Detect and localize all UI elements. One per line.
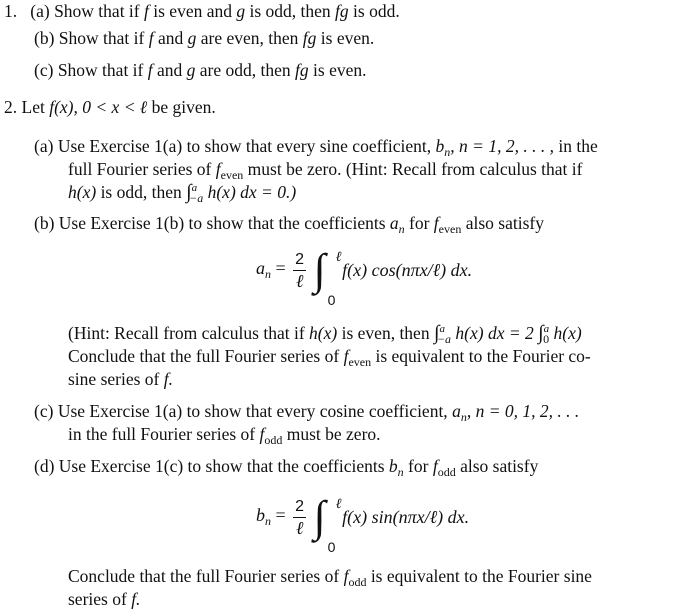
- math: g: [187, 28, 197, 48]
- problem-number: 1.: [4, 1, 18, 21]
- math-sub: 0: [543, 332, 550, 346]
- text: full Fourier series of: [68, 159, 212, 179]
- math: a: [452, 401, 461, 421]
- text: Use Exercise 1(b) to show that the coefficients: [58, 213, 386, 233]
- problem-2-d-line-1: [34, 455, 538, 479]
- math: f: [215, 159, 221, 179]
- text: Use Exercise 1(c) to show that the coefficients: [58, 456, 385, 476]
- math: f: [343, 566, 349, 586]
- text: Use Exercise 1(a) to show that every cosine coefficient,: [57, 401, 448, 421]
- math-sup: a: [543, 323, 550, 335]
- math: b: [435, 136, 445, 156]
- text: also satisfy: [460, 456, 539, 476]
- fraction: [293, 497, 306, 538]
- math: a: [256, 258, 265, 279]
- text: be given.: [151, 97, 216, 117]
- text: also satisfy: [465, 213, 544, 233]
- math: fg: [335, 1, 349, 21]
- problem-2-a-line-3: [68, 181, 296, 206]
- math: g: [186, 60, 196, 80]
- math: , n = 0, 1, 2, . . .: [466, 401, 580, 421]
- text: is equivalent to the Fourier co-: [375, 346, 591, 366]
- math-sub: n: [460, 410, 467, 424]
- math-sup: a: [439, 323, 445, 335]
- problem-2-b-hint-3: [68, 368, 173, 390]
- integral-sign: ∫: [186, 181, 192, 203]
- problem-2-a-line-1: [34, 135, 598, 159]
- math: h(x) dx = 2: [455, 323, 534, 343]
- text: sine series of: [68, 369, 160, 389]
- equation-an: [256, 245, 473, 308]
- text: are odd, then: [199, 60, 291, 80]
- math: f: [148, 28, 154, 48]
- equals: =: [275, 505, 286, 526]
- text: Show that if: [57, 60, 144, 80]
- lower-limit: 0: [327, 292, 336, 308]
- problem-1-b: [34, 27, 374, 49]
- text: Conclude that the full Fourier series of: [68, 566, 340, 586]
- math-sub: n: [397, 465, 404, 479]
- text: is odd, then: [100, 182, 182, 202]
- text: is even, then: [341, 323, 430, 343]
- fraction: [293, 250, 306, 291]
- integral-sign: ∫: [538, 322, 544, 344]
- text: in the: [558, 136, 598, 156]
- math-sub: even: [438, 222, 462, 236]
- part-label: (a): [34, 136, 54, 156]
- part-label: (b): [34, 28, 55, 48]
- problem-1-a: [4, 0, 400, 22]
- integral: [313, 245, 342, 308]
- problem-2-c-line-1: [34, 400, 579, 424]
- math: f: [144, 1, 149, 21]
- math-sub: n: [265, 514, 271, 529]
- math-sub: n: [265, 267, 271, 282]
- text: is even and: [153, 1, 232, 21]
- text: is odd, then: [249, 1, 331, 21]
- text: Conclude that the full Fourier series of: [68, 346, 340, 366]
- numerator: 2: [293, 250, 306, 271]
- math: g: [236, 1, 246, 21]
- problem-2-b-hint-2: [68, 345, 591, 369]
- math-sub: odd: [437, 465, 456, 479]
- problem-2-b-hint-1: [68, 322, 582, 347]
- math: 0 < x < ℓ: [82, 97, 148, 117]
- math: f: [147, 60, 153, 80]
- lower-limit: 0: [327, 539, 336, 555]
- text: is even.: [320, 28, 375, 48]
- math-sup: a: [191, 182, 198, 194]
- math: f: [343, 346, 349, 366]
- math-sub: even: [220, 168, 244, 182]
- upper-limit: ℓ: [335, 497, 342, 512]
- math: h(x): [309, 323, 338, 343]
- math: b: [256, 505, 265, 526]
- integral-sign: ∫: [313, 492, 326, 541]
- part-label: (a): [30, 1, 50, 21]
- integral: [313, 492, 342, 555]
- math: fg: [302, 28, 317, 48]
- math: f(x) cos(nπx/ℓ) dx.: [342, 259, 473, 280]
- math: h(x): [553, 323, 582, 343]
- math: f(x) sin(nπx/ℓ) dx.: [342, 506, 470, 527]
- math: f: [433, 213, 439, 233]
- upper-limit: ℓ: [335, 250, 342, 265]
- text: (Hint: Recall from calculus that if: [68, 323, 305, 343]
- problem-1-c: [34, 59, 367, 81]
- math: b: [388, 456, 398, 476]
- math-sub: n: [398, 222, 405, 236]
- integral-sign: ∫: [313, 245, 326, 294]
- numerator: 2: [293, 497, 306, 518]
- part-label: (b): [34, 213, 55, 233]
- math: f.: [131, 589, 141, 609]
- text: and: [157, 60, 183, 80]
- text: for: [408, 456, 429, 476]
- text: in the full Fourier series of: [68, 424, 256, 444]
- problem-2-d-conclude-2: [68, 588, 140, 610]
- math: f.: [163, 369, 173, 389]
- math: h(x) dx = 0.): [207, 182, 297, 202]
- equation-bn: [256, 492, 470, 555]
- problem-2-intro: [4, 96, 216, 118]
- math: f(x),: [49, 97, 78, 117]
- text: Let: [21, 97, 45, 117]
- text: must be zero.: [286, 424, 381, 444]
- math-sub: −a: [436, 332, 452, 346]
- math-sub: odd: [264, 433, 283, 447]
- math: f: [432, 456, 438, 476]
- part-label: (c): [34, 401, 54, 421]
- math: a: [389, 213, 399, 233]
- text: Show that if: [58, 28, 145, 48]
- math-sub: odd: [348, 575, 367, 589]
- problem-2-c-line-2: [68, 423, 381, 447]
- text: are even, then: [200, 28, 299, 48]
- math: , n = 1, 2, . . . ,: [450, 136, 554, 156]
- denominator: ℓ: [295, 517, 304, 538]
- text: Use Exercise 1(a) to show that every sine coefficient,: [57, 136, 432, 156]
- problem-2-a-line-2: [68, 158, 582, 182]
- text: is even.: [313, 60, 367, 80]
- part-label: (d): [34, 456, 55, 476]
- text: series of: [68, 589, 127, 609]
- part-label: (c): [34, 60, 54, 80]
- math: fg: [295, 60, 309, 80]
- text: and: [157, 28, 184, 48]
- math: f: [259, 424, 265, 444]
- math-sub: even: [348, 355, 372, 369]
- equals: =: [275, 258, 286, 279]
- text: is equivalent to the Fourier sine: [370, 566, 592, 586]
- math-sub: −a: [189, 191, 204, 205]
- text: must be zero. (Hint: Recall from calculus that if: [247, 159, 583, 179]
- denominator: ℓ: [295, 270, 304, 291]
- integral-sign: ∫: [433, 322, 440, 344]
- math-sub: n: [444, 145, 451, 159]
- text: Show that if: [54, 1, 140, 21]
- problem-2-b-line-1: [34, 212, 544, 236]
- text: is odd.: [353, 1, 400, 21]
- text: for: [409, 213, 430, 233]
- problem-number: 2.: [4, 97, 18, 117]
- math: h(x): [68, 182, 97, 202]
- problem-2-d-conclude-1: [68, 565, 592, 589]
